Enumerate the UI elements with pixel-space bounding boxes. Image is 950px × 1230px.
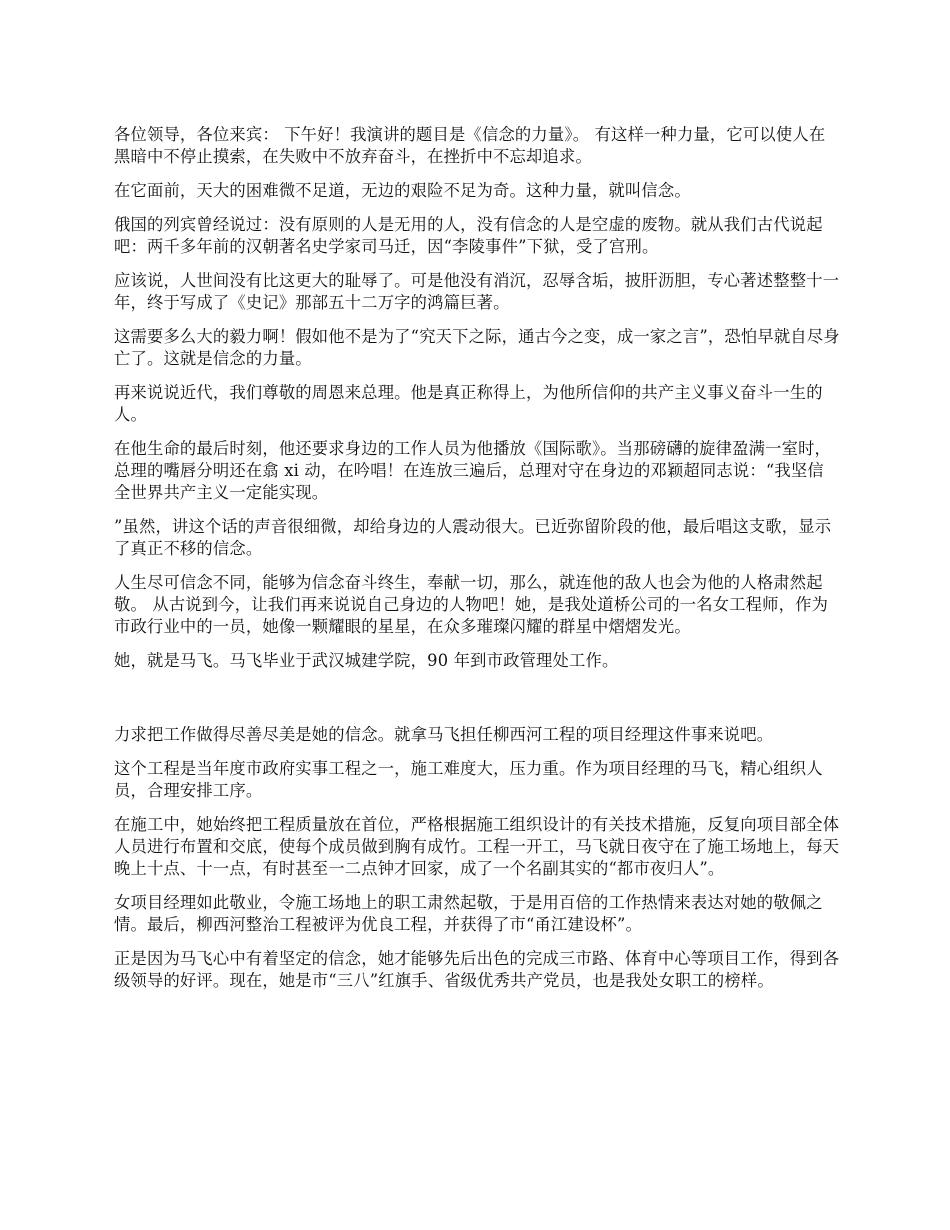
paragraph-4: 应该说，人世间没有比这更大的耻辱了。可是他没有消沉，忍辱含垢，披肝沥胆，专心著述整整十一年，终于写成了《史记》那部五十二万字的鸿篇巨著。 [114, 271, 840, 312]
paragraph-7: 在他生命的最后时刻，他还要求身边的工作人员为他播放《国际歌》。当那磅礴的旋律盈满一室时，总理的嘴唇分明还在翕 xi 动，在吟唱！在连放三遍后，总理对守在身边的邓颖超同志说：“我坚信全世界共产主义一定能实现。 [114, 439, 832, 502]
paragraph-12: 这个工程是当年度市政府实事工程之一，施工难度大，压力重。作为项目经理的马飞，精心组织人员，合理安排工序。 [114, 759, 823, 800]
paragraph-6: 再来说说近代，我们尊敬的周恩来总理。他是真正称得上，为他所信仰的共产主义事义奋斗一生的人。 [114, 383, 823, 424]
paragraph-5: 这需要多么大的毅力啊！假如他不是为了“究天下之际，通古今之变，成一家之言”，恐怕早就自尽身亡了。这就是信念的力量。 [114, 327, 840, 368]
paragraph-2: 在它面前，天大的困难微不足道，无边的艰险不足为奇。这种力量，就叫信念。 [114, 181, 691, 200]
paragraph-3: 俄国的列宾曾经说过：没有原则的人是无用的人，没有信念的人是空虚的废物。就从我们古代说起吧：两千多年前的汉朝著名史学家司马迁，因“李陵事件”下狱，受了宫刑。 [114, 215, 823, 256]
document-body [114, 124, 840, 1004]
paragraph-8: ”虽然，讲这个话的声音很细微，却给身边的人震动很大。已近弥留阶段的他，最后唱这支歌，显示了真正不移的信念。 [114, 517, 832, 558]
section-gap [114, 684, 840, 724]
paragraph-9: 人生尽可信念不同，能够为信念奋斗终生，奉献一切，那么，就连他的敌人也会为他的人格肃然起敬。 从古说到今，让我们再来说说自己身边的人物吧！她，是我处道桥公司的一名女工程师，作为市政行业中的一员，她像一颗耀眼的星星，在众多璀璨闪耀的群星中熠熠发光。 [114, 573, 829, 636]
paragraph-14: 女项目经理如此敬业，令施工场地上的职工肃然起敬，于是用百倍的工作热情来表达对她的敬佩之情。最后，柳西河整治工程被评为优良工程，并获得了市“甬江建设杯”。 [114, 893, 823, 934]
paragraph-15: 正是因为马飞心中有着坚定的信念，她才能够先后出色的完成三市路、体育中心等项目工作，得到各级领导的好评。现在，她是市“三八”红旗手、省级优秀共产党员，也是我处女职工的榜样。 [114, 949, 840, 990]
paragraph-13: 在施工中，她始终把工程质量放在首位，严格根据施工组织设计的有关技术措施，反复向项目部全体人员进行布置和交底，使每个成员做到胸有成竹。工程一开工，马飞就日夜守在了施工场地上，每天晚上十点、十一点，有时甚至一二点钟才回家，成了一个名副其实的“都市夜归人”。 [114, 815, 840, 878]
paragraph-10: 她，就是马飞。马飞毕业于武汉城建学院，90 年到市政管理处工作。 [114, 651, 619, 670]
paragraph-1: 各位领导，各位来宾： 下午好！我演讲的题目是《信念的力量》。 有这样一种力量，它可以使人在黑暗中不停止摸索，在失败中不放弃奋斗，在挫折中不忘却追求。 [114, 125, 826, 166]
paragraph-11: 力求把工作做得尽善尽美是她的信念。就拿马飞担任柳西河工程的项目经理这件事来说吧。 [114, 725, 774, 744]
